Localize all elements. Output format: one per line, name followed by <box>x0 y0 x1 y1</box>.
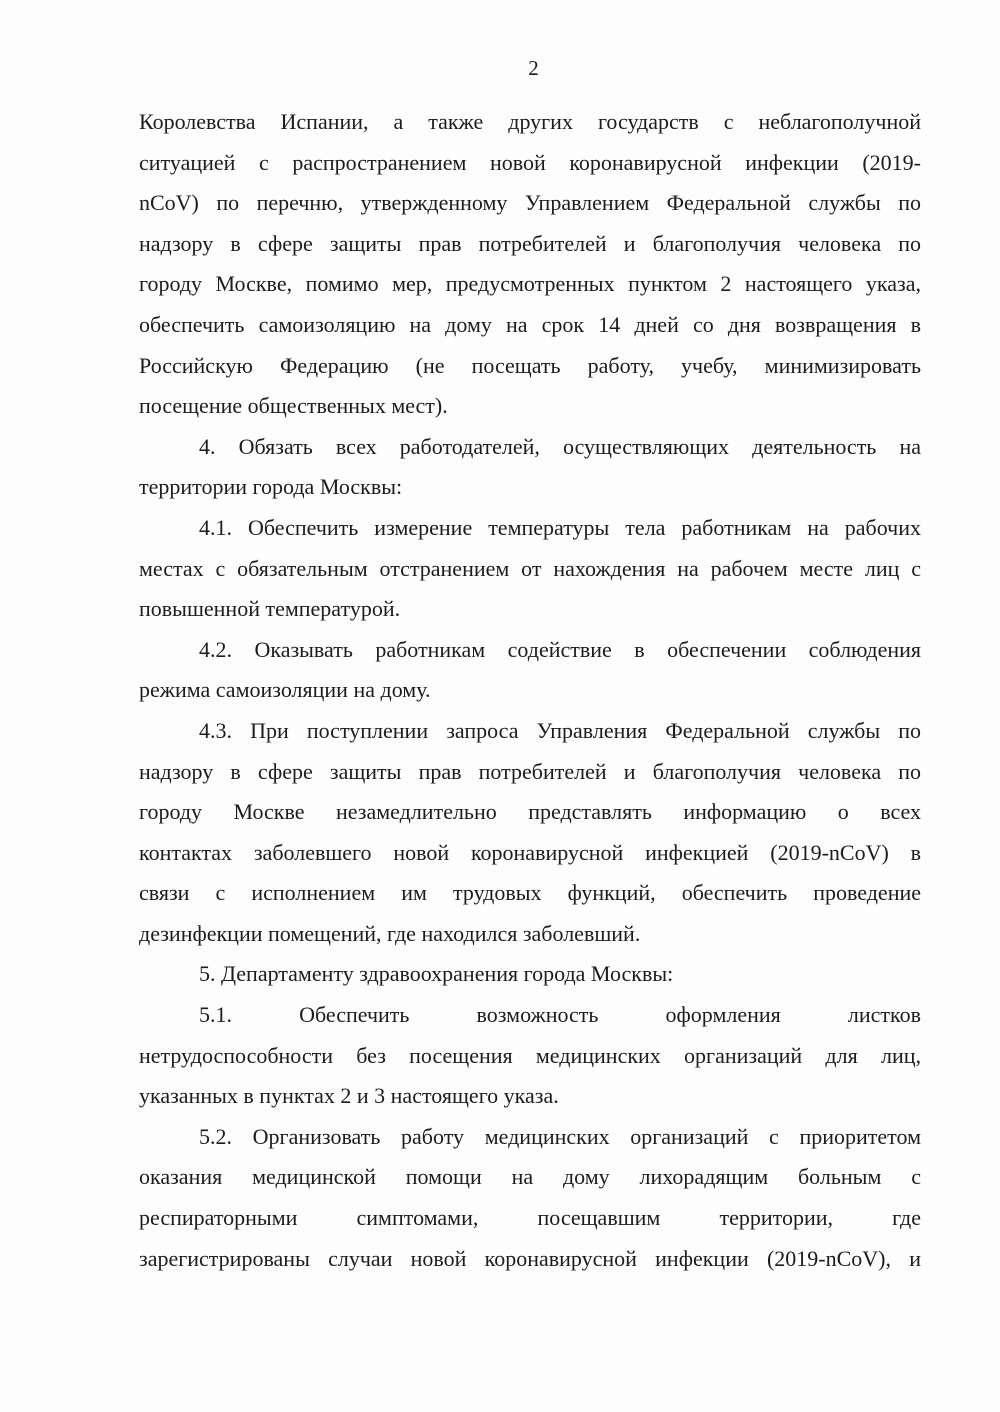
text-line: 4.2. Оказывать работникам содействие в обеспечении соблюдения <box>199 636 921 662</box>
text-line: 5. Департаменту здравоохранения города Москвы: <box>199 961 674 987</box>
text-line: ситуацией с распространением новой коронавирусной инфекции (2019- <box>139 149 921 175</box>
text-line: 5.2. Организовать работу медицинских организаций с приоритетом <box>199 1123 921 1149</box>
text-line: Королевства Испании, а также других государств с неблагополучной <box>139 109 921 134</box>
text-line: nCoV) по перечню, утвержденному Управлением Федеральной службы по <box>139 190 921 216</box>
text-line: территории города Москвы: <box>139 474 403 500</box>
text-line: обеспечить самоизоляцию на дому на срок 14 дней со дня возвращения в <box>139 311 921 337</box>
text-line: местах с обязательным отстранением от нахождения на рабочем месте лиц с <box>139 555 921 581</box>
text-line: оказания медицинской помощи на дому лихорадящим больным с <box>139 1164 921 1190</box>
text-line: зарегистрированы случаи новой коронавирусной инфекции (2019-nCoV), и <box>139 1245 921 1271</box>
text-line: повышенной температурой. <box>139 596 401 622</box>
text-line: 4. Обязать всех работодателей, осуществляющих деятельность на <box>199 433 921 459</box>
text-line: нетрудоспособности без посещения медицинских организаций для лиц, <box>139 1042 921 1068</box>
text-line: городу Москве, помимо мер, предусмотренных пунктом 2 настоящего указа, <box>139 271 921 297</box>
text-line: городу Москве незамедлительно представлять информацию о всех <box>139 799 921 825</box>
text-line: респираторными симптомами, посещавшим территории, где <box>139 1205 921 1231</box>
text-line: контактах заболевшего новой коронавирусной инфекцией (2019-nCoV) в <box>139 839 921 865</box>
text-line: режима самоизоляции на дому. <box>139 677 431 703</box>
page-number: 2 <box>528 56 539 80</box>
text-line: надзору в сфере защиты прав потребителей и благополучия человека по <box>139 230 921 256</box>
text-line: 5.1. Обеспечить возможность оформления листков <box>199 1002 921 1028</box>
text-line: 4.1. Обеспечить измерение температуры тела работникам на рабочих <box>199 514 921 540</box>
text-line: 4.3. При поступлении запроса Управления Федеральной службы по <box>199 717 921 743</box>
text-line: надзору в сфере защиты прав потребителей и благополучия человека по <box>139 758 921 784</box>
text-line: указанных в пунктах 2 и 3 настоящего указа. <box>139 1083 559 1109</box>
text-line: Российскую Федерацию (не посещать работу, учебу, минимизировать <box>139 352 921 378</box>
text-line: дезинфекции помещений, где находился заболевший. <box>139 920 641 946</box>
document-body <box>139 102 921 1279</box>
text-line: посещение общественных мест). <box>139 393 448 419</box>
text-line: связи с исполнением им трудовых функций, обеспечить проведение <box>139 880 921 906</box>
